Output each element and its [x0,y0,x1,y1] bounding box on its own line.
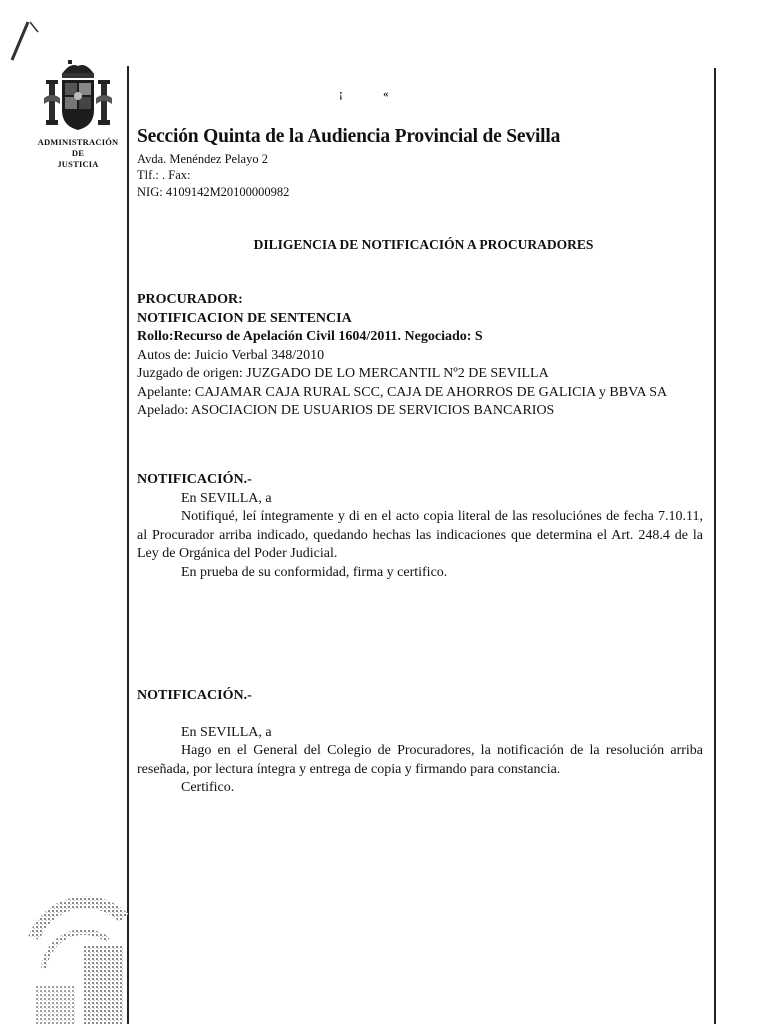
notification-section-2 [137,687,703,798]
autos-line: Autos de: Juicio Verbal 348/2010 [137,347,325,363]
notification-heading: NOTIFICACIÓN.- [137,688,252,703]
notification-heading: NOTIFICACIÓN.- [137,472,252,487]
notification-body: Notifiqué, leí íntegramente y di en el acto copia literal de las resoluciónes de fecha 7.10.11, al Procurador arriba indicado, quedando hechas las indicaciones que determina el Art. 248.4 de la Ley de Orgánica del Poder Judicial. [137,509,703,561]
notification-closing: En prueba de su conformidad, firma y certifico. [181,564,448,580]
spanish-royal-coat-of-arms-icon [40,58,120,134]
case-details [137,291,703,421]
stray-mark: « [383,88,389,100]
notification-section-1 [137,471,703,582]
administration-label [28,137,128,170]
juzgado-line: Juzgado de origen: JUZGADO DE LO MERCANTIL Nº2 DE SEVILLA [137,366,549,381]
court-name: Sección Quinta de la Audiencia Provincial de Sevilla [137,126,561,147]
stray-mark: ¡ [339,88,343,100]
admin-label-line: ADMINISTRACIÓN [37,137,119,147]
rollo-line: Rollo:Recurso de Apelación Civil 1604/2011. Negociado: S [137,329,483,344]
procurador-label: PROCURADOR: [137,292,243,307]
admin-label-line: DE [71,148,85,158]
notification-type: NOTIFICACION DE SENTENCIA [137,310,352,326]
court-phone-fax: Tlf.: . Fax: [137,168,191,182]
right-margin-rule [714,68,716,1024]
apelante-line: Apelante: CAJAMAR CAJA RURAL SCC, CAJA DE AHORROS DE GALICIA y BBVA SA [137,384,668,400]
notification-place: En SEVILLA, a [181,490,272,506]
notification-place: En SEVILLA, a [181,724,272,740]
official-seal-stamp-icon [28,878,128,1024]
apelado-line: Apelado: ASOCIACION DE USUARIOS DE SERVICIOS BANCARIOS [137,403,555,418]
document-title: DILIGENCIA DE NOTIFICACIÓN A PROCURADORES [253,237,594,252]
notification-closing: Certifico. [181,780,235,795]
notification-body: Hago en el General del Colegio de Procuradores, la notificación de la resolución arriba reseñada, por lectura íntegra y entrega de copia y firmando para constancia. [137,743,703,777]
court-address: Avda. Menéndez Pelayo 2 [137,152,268,166]
admin-label-line: JUSTICIA [57,159,99,169]
court-nig: NIG: 4109142M20100000982 [137,185,290,199]
